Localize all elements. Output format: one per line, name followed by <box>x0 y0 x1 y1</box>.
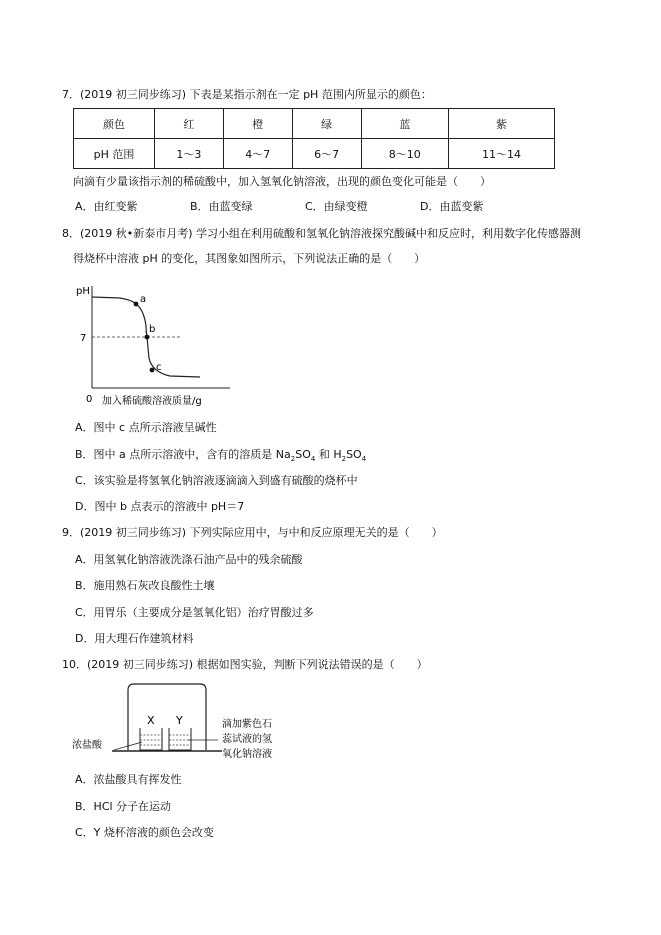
table-cell: 绿 <box>292 109 361 139</box>
x-axis-label: 加入稀硫酸溶液质量/g <box>102 396 202 407</box>
left-label: 浓盐酸 <box>72 740 102 751</box>
right-label-line3: 氧化钠溶液 <box>222 749 272 760</box>
table-cell: 1～3 <box>155 139 224 169</box>
point-c <box>150 368 155 373</box>
right-label-line1: 滴加紫色石 <box>222 719 272 730</box>
beaker-x <box>140 728 162 750</box>
q9-option-b: B．施用熟石灰改良酸性土壤 <box>75 579 215 592</box>
subscript: 4 <box>361 455 367 464</box>
q7-indicator-table <box>73 108 555 169</box>
point-c-label: c <box>156 362 162 373</box>
y-tick-7: 7 <box>80 333 87 344</box>
table-row <box>74 139 555 169</box>
q8-option-b-text: SO <box>295 448 311 461</box>
q8-option-c: C．该实验是将氢氧化钠溶液逐滴滴入到盛有硫酸的烧杯中 <box>75 474 358 487</box>
q8-stem-line2: 得烧杯中溶液 pH 的变化，其图象如图所示，下列说法正确的是（ ） <box>73 252 426 265</box>
y-axis-label: pH <box>76 286 90 297</box>
q7-option-d: D．由蓝变紫 <box>420 200 484 213</box>
point-a-label: a <box>140 294 147 305</box>
q9-option-a: A．用氢氧化钠溶液洗涤石油产品中的残余硫酸 <box>75 553 303 566</box>
right-label-line2: 蕊试液的氢 <box>222 734 272 745</box>
subscript: 2 <box>341 455 347 464</box>
table-cell: 蓝 <box>361 109 448 139</box>
q10-option-b: B．HCl 分子在运动 <box>75 800 172 813</box>
q8-option-b-text: 和 H <box>315 448 342 461</box>
q7-stem: 7．(2019 初三同步练习) 下表是某指示剂在一定 pH 范围内所显示的颜色： <box>62 88 432 101</box>
origin-label: 0 <box>86 394 93 405</box>
q10-option-a: A．浓盐酸具有挥发性 <box>75 773 182 786</box>
beaker-experiment-figure <box>72 680 302 762</box>
table-cell: 4～7 <box>223 139 292 169</box>
table-cell: 颜色 <box>74 109 155 139</box>
table-cell: 红 <box>155 109 224 139</box>
q10-option-c: C．Y 烧杯溶液的颜色会改变 <box>75 826 214 839</box>
ph-titration-graph <box>70 280 250 412</box>
q7-option-c: C．由绿变橙 <box>305 200 368 213</box>
q7-option-a: A．由红变紫 <box>75 200 138 213</box>
q9-option-d: D．用大理石作建筑材料 <box>75 632 194 645</box>
label-x: X <box>147 714 155 727</box>
q8-option-d: D．图中 b 点表示的溶液中 pH＝7 <box>75 500 245 513</box>
point-a <box>134 302 139 307</box>
q8-option-b <box>75 448 366 466</box>
subscript: 4 <box>310 455 316 464</box>
point-b-label: b <box>149 324 156 335</box>
q8-stem-line1: 8．(2019 秋•新泰市月考) 学习小组在利用硫酸和氢氧化钠溶液探究酸碱中和反应时，利用数字化传感器测 <box>62 227 582 240</box>
q8-option-a: A．图中 c 点所示溶液呈碱性 <box>75 421 217 434</box>
point-b <box>145 335 150 340</box>
q8-option-b-text: B．图中 a 点所示溶液中，含有的溶质是 Na <box>75 448 291 461</box>
table-cell: 6～7 <box>292 139 361 169</box>
q7-followup: 向滴有少量该指示剂的稀硫酸中，加入氢氧化钠溶液，出现的颜色变化可能是（ ） <box>73 175 491 188</box>
table-cell: 8～10 <box>361 139 448 169</box>
q8-option-b-text: SO <box>346 448 362 461</box>
table-cell: 橙 <box>223 109 292 139</box>
q7-option-b: B．由蓝变绿 <box>190 200 253 213</box>
q10-stem: 10．(2019 初三同步练习) 根据如图实验，判断下列说法错误的是（ ） <box>62 658 428 671</box>
label-y: Y <box>176 714 183 727</box>
table-row <box>74 109 555 139</box>
q9-stem: 9．(2019 初三同步练习) 下列实际应用中，与中和反应原理无关的是（ ） <box>62 526 443 539</box>
subscript: 2 <box>290 455 296 464</box>
table-cell: 11～14 <box>448 139 554 169</box>
q9-option-c: C．用胃乐（主要成分是氢氧化铝）治疗胃酸过多 <box>75 606 314 619</box>
table-cell: pH 范围 <box>74 139 155 169</box>
table-cell: 紫 <box>448 109 554 139</box>
beaker-y <box>169 728 191 750</box>
